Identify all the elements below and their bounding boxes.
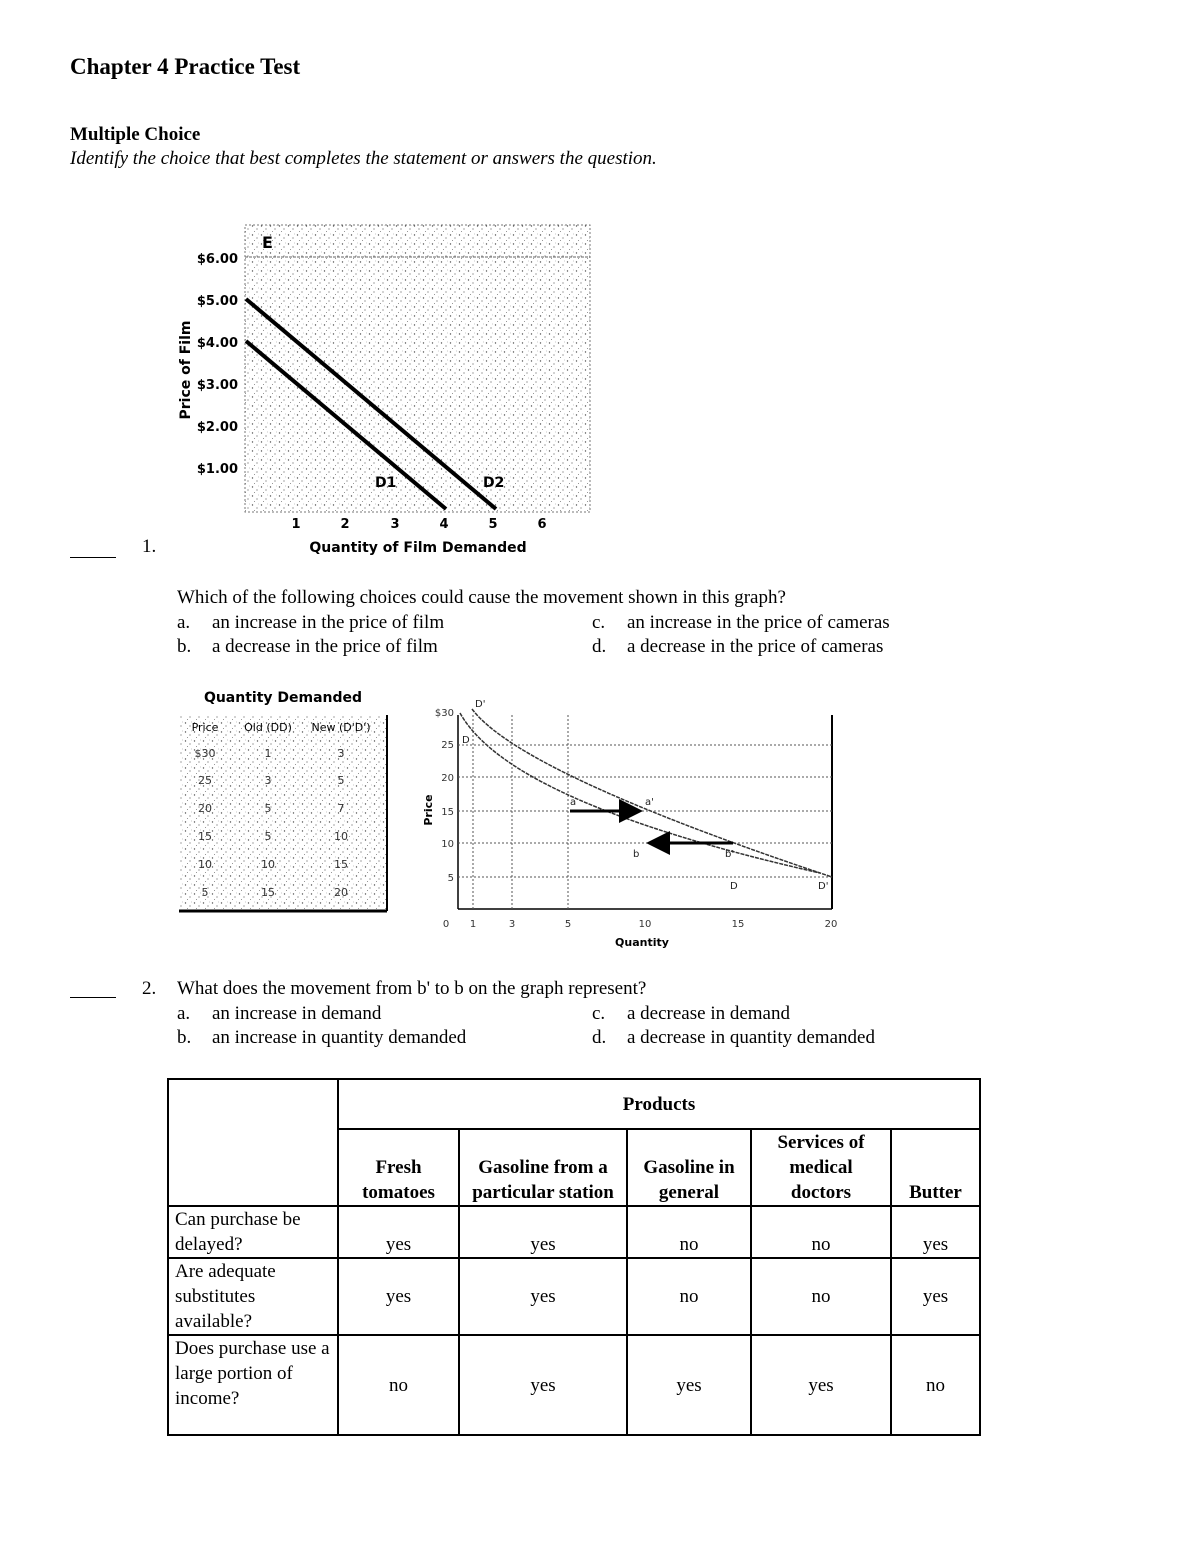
curve-d-prime <box>472 709 832 877</box>
film-demand-chart <box>170 215 610 560</box>
y-tick: $6.00 <box>196 252 238 267</box>
curve-dd <box>460 713 820 873</box>
y-axis-title: Price <box>422 794 435 826</box>
svg-text:10: 10 <box>261 858 275 871</box>
table-header: Old (DD) <box>244 721 292 734</box>
demand-shift-graph <box>420 695 850 955</box>
column-header: Fresh tomatoes <box>338 1129 459 1206</box>
corner-label: E <box>262 233 273 252</box>
svg-text:15: 15 <box>334 858 348 871</box>
svg-text:15: 15 <box>441 807 454 818</box>
quantity-demanded-table <box>175 685 395 915</box>
svg-text:10: 10 <box>334 830 348 843</box>
y-tick: $4.00 <box>196 336 238 351</box>
svg-text:10: 10 <box>638 919 652 930</box>
row-label: Does purchase use a large portion of income? <box>168 1335 338 1435</box>
question-number-1: 1. <box>142 536 157 557</box>
svg-text:b: b <box>633 849 640 860</box>
choice-1b[interactable]: b. a decrease in the price of film <box>177 636 438 657</box>
curve2-label: D2 <box>483 475 505 491</box>
svg-text:$30: $30 <box>194 747 216 760</box>
choice-2a[interactable]: a. an increase in demand <box>177 1003 382 1024</box>
choice-2b[interactable]: b. an increase in quantity demanded <box>177 1027 467 1048</box>
svg-text:D: D <box>462 735 470 746</box>
answer-blank-1[interactable] <box>70 556 116 558</box>
svg-text:$30: $30 <box>434 708 454 719</box>
svg-text:3: 3 <box>337 747 345 760</box>
svg-text:3: 3 <box>508 919 516 930</box>
row-label: Are adequate substitutes available? <box>168 1258 338 1335</box>
svg-text:5: 5 <box>564 919 572 930</box>
svg-text:20: 20 <box>441 773 454 784</box>
table-row: Does purchase use a large portion of income? no yes yes yes no <box>168 1335 980 1435</box>
svg-text:25: 25 <box>441 740 454 751</box>
empty-corner-cell <box>168 1079 338 1206</box>
page-title: Chapter 4 Practice Test <box>70 54 301 79</box>
y-tick: $5.00 <box>196 294 238 309</box>
choice-1c[interactable]: c. an increase in the price of cameras <box>592 612 890 633</box>
x-axis-title: Quantity of Film Demanded <box>309 540 527 556</box>
svg-text:D: D <box>730 881 738 892</box>
products-group-header: Products <box>338 1079 980 1129</box>
table-header: New (D'D') <box>311 721 371 734</box>
svg-text:D': D' <box>818 881 829 892</box>
y-tick: $3.00 <box>196 378 238 393</box>
section-heading: Multiple Choice <box>70 124 201 145</box>
x-tick: 5 <box>488 517 498 532</box>
svg-text:b': b' <box>725 849 735 860</box>
svg-text:D': D' <box>475 699 486 710</box>
svg-text:15: 15 <box>261 886 275 899</box>
column-header: Butter <box>891 1129 980 1206</box>
x-tick: 6 <box>537 517 547 532</box>
x-axis-title: Quantity <box>615 936 669 949</box>
column-header: Gasoline in general <box>627 1129 751 1206</box>
x-tick: 3 <box>390 517 400 532</box>
y-axis-title: Price of Film <box>178 320 194 420</box>
svg-text:1: 1 <box>469 919 477 930</box>
instructions: Identify the choice that best completes the statement or answers the question. <box>70 148 657 169</box>
table-header: Price <box>191 721 219 734</box>
x-tick: 4 <box>439 517 449 532</box>
svg-text:5: 5 <box>264 830 272 843</box>
svg-text:20: 20 <box>824 919 838 930</box>
curve1-label: D1 <box>375 475 397 491</box>
table-row: Can purchase be delayed? yes yes no no yes <box>168 1206 980 1258</box>
column-header: Services of medical doctors <box>751 1129 891 1206</box>
svg-text:3: 3 <box>264 774 272 787</box>
column-header: Gasoline from a particular station <box>459 1129 627 1206</box>
svg-text:10: 10 <box>198 858 212 871</box>
svg-text:15: 15 <box>198 830 212 843</box>
svg-text:1: 1 <box>264 747 272 760</box>
question-text-2: What does the movement from b' to b on the graph represent? <box>177 978 647 999</box>
table-row: Are adequate substitutes available? yes yes no no yes <box>168 1258 980 1335</box>
choice-1a[interactable]: a. an increase in the price of film <box>177 612 445 633</box>
svg-text:5: 5 <box>337 774 345 787</box>
svg-text:5: 5 <box>264 802 272 815</box>
svg-text:5: 5 <box>201 886 209 899</box>
row-label: Can purchase be delayed? <box>168 1206 338 1258</box>
answer-blank-2[interactable] <box>70 996 116 998</box>
choice-2d[interactable]: d. a decrease in quantity demanded <box>592 1027 875 1048</box>
x-tick: 1 <box>291 517 301 532</box>
products-table <box>167 1078 981 1436</box>
svg-text:a: a <box>570 797 577 808</box>
svg-text:20: 20 <box>334 886 348 899</box>
svg-text:25: 25 <box>198 774 212 787</box>
question-text-1: Which of the following choices could cause the movement shown in this graph? <box>177 587 786 608</box>
svg-text:0: 0 <box>442 919 450 930</box>
y-tick: $2.00 <box>196 420 238 435</box>
choice-1d[interactable]: d. a decrease in the price of cameras <box>592 636 884 657</box>
svg-text:10: 10 <box>441 839 454 850</box>
table-title: Quantity Demanded <box>203 690 363 706</box>
svg-text:a': a' <box>645 797 654 808</box>
x-tick: 2 <box>340 517 350 532</box>
svg-text:20: 20 <box>198 802 212 815</box>
svg-text:5: 5 <box>447 873 454 884</box>
svg-text:7: 7 <box>337 802 345 815</box>
svg-text:15: 15 <box>731 919 745 930</box>
choice-2c[interactable]: c. a decrease in demand <box>592 1003 790 1024</box>
question-number-2: 2. <box>142 978 157 999</box>
y-tick: $1.00 <box>196 462 238 477</box>
